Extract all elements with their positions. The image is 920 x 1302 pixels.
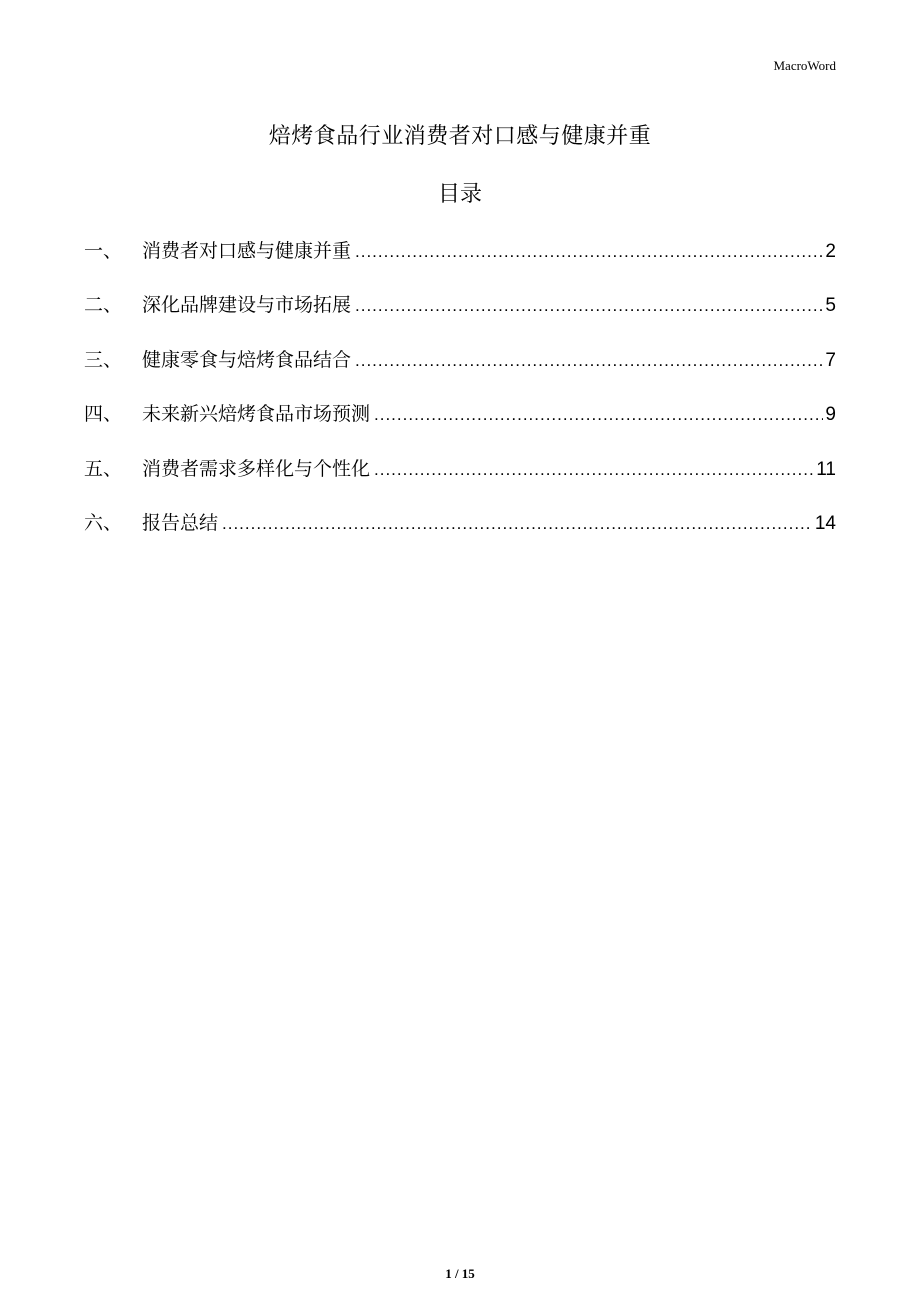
toc-dot-leader: [355, 237, 823, 267]
toc-entry-title[interactable]: 消费者需求多样化与个性化: [142, 457, 371, 480]
table-of-contents: [84, 236, 836, 562]
toc-entry-6[interactable]: [84, 508, 836, 562]
toc-dot-leader: [374, 455, 814, 485]
toc-entry-number: 二、: [84, 294, 123, 317]
toc-dot-leader: [355, 291, 823, 321]
toc-entry-3[interactable]: [84, 345, 836, 399]
toc-entry-title[interactable]: 健康零食与焙烤食品结合: [142, 348, 352, 371]
page-indicator: 1 / 15: [445, 1266, 475, 1281]
toc-entry-number: 六、: [84, 511, 123, 534]
toc-entry-number: 三、: [84, 348, 123, 371]
toc-entry-page[interactable]: 2: [825, 241, 836, 262]
document-title: 焙烤食品行业消费者对口感与健康并重: [268, 124, 652, 149]
toc-dot-leader: [374, 400, 823, 430]
toc-entry-2[interactable]: [84, 290, 836, 344]
toc-entry-number: 五、: [84, 457, 123, 480]
toc-entry-4[interactable]: [84, 399, 836, 453]
toc-entry-title[interactable]: 未来新兴焙烤食品市场预测: [142, 403, 371, 426]
toc-dot-leader: [355, 346, 823, 376]
toc-entry-number: 一、: [84, 240, 123, 262]
toc-entry-title[interactable]: 深化品牌建设与市场拓展: [142, 294, 352, 317]
toc-entry-number: 四、: [84, 403, 123, 426]
toc-entry-title[interactable]: 报告总结: [142, 511, 219, 534]
toc-entry-title[interactable]: 消费者对口感与健康并重: [142, 240, 352, 262]
toc-entry-page[interactable]: 9: [825, 404, 836, 426]
header-brand: MacroWord: [773, 58, 836, 73]
toc-entry-1[interactable]: [84, 236, 836, 290]
toc-entry-page[interactable]: 11: [816, 458, 836, 480]
toc-entry-page[interactable]: 5: [825, 295, 836, 317]
toc-entry-5[interactable]: [84, 454, 836, 508]
toc-heading: 目录: [437, 182, 482, 207]
toc-entry-page[interactable]: 7: [825, 349, 836, 371]
toc-dot-leader: [222, 509, 813, 539]
toc-entry-page[interactable]: 14: [814, 512, 836, 534]
